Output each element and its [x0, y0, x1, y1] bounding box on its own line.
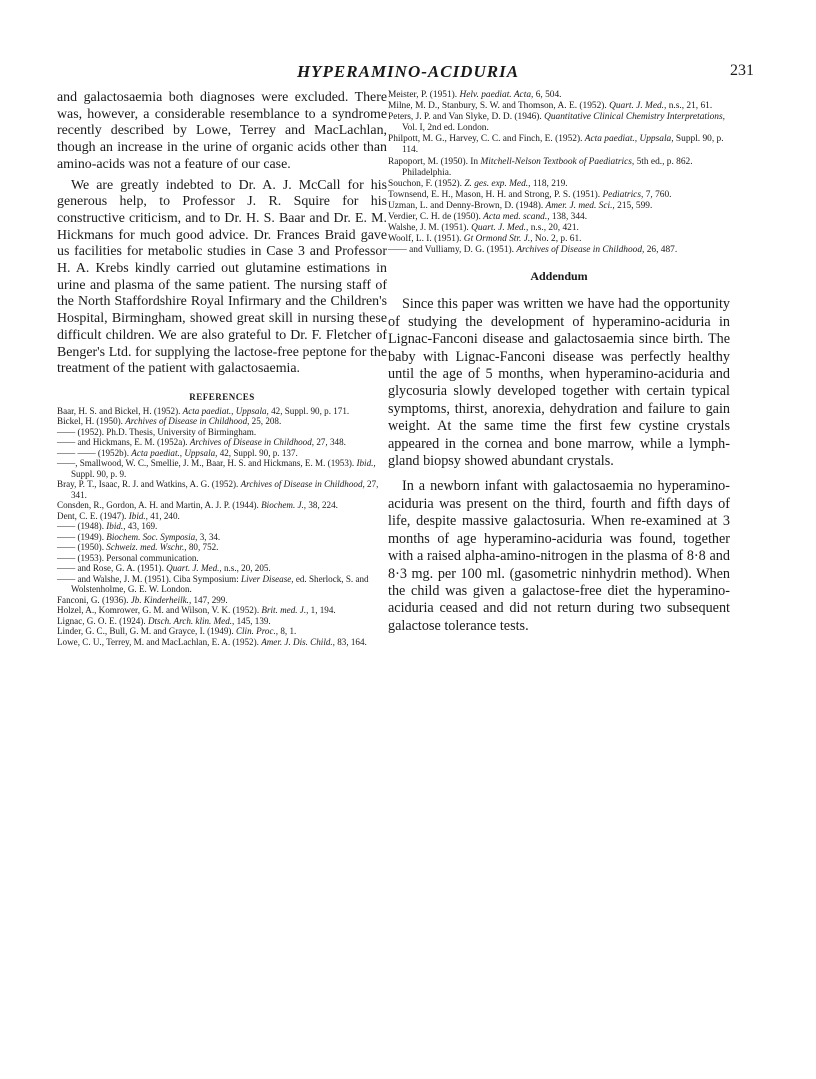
reference-author: Consden, R., Gordon, A. H. and Martin, A. J. P. (1944).: [57, 500, 259, 511]
reference-journal: Pediatrics,: [602, 189, 644, 200]
reference-detail: 42, Suppl. 90, p. 137.: [219, 447, 298, 458]
reference-journal: Ibid.,: [106, 521, 126, 532]
addendum-heading: Addendum: [530, 269, 588, 284]
reference-journal: Archives of Disease in Childhood,: [240, 479, 365, 490]
reference-detail: Ph.D. Thesis, University of Birmingham.: [106, 426, 257, 437]
reference-author: Verdier, C. H. de (1950).: [388, 212, 481, 223]
reference-detail: No. 2, p. 61.: [534, 234, 582, 245]
reference-detail: 118, 219.: [532, 178, 568, 189]
reference-entry: [57, 437, 387, 448]
reference-author: —— (1948).: [57, 521, 104, 532]
reference-detail: n.s., 20, 421.: [530, 223, 579, 234]
reference-entry: [57, 595, 387, 606]
addendum-paragraph-2: In a newborn infant with galactosaemia no hyperamino-aciduria was present on the third, fourth and fifth days of life, despite massive galactosuria. When re-examined at 3 months of age hyperamino-aciduria was found, together with a raised alpha-amino-nitrogen in the plasma of 8·8 and 8·3 mg. per 100 ml. (gasometric ninhydrin method). When the child was given a galactose-free diet the hyperamino-aciduria ceased and did not return during two subsequent galactose tolerance tests.: [388, 478, 730, 634]
reference-detail: Vol. I, 2nd ed. London.: [402, 123, 489, 134]
reference-detail: 147, 299.: [193, 594, 228, 605]
reference-detail: 38, 224.: [308, 500, 338, 511]
reference-detail: 145, 139.: [236, 615, 271, 626]
reference-entry: [57, 637, 387, 648]
reference-journal: Z. ges. exp. Med.,: [464, 178, 531, 189]
reference-journal: Quantitative Clinical Chemistry Interpretations,: [544, 112, 725, 123]
reference-journal: Acta paediat., Uppsala,: [131, 447, 218, 458]
reference-entry: [57, 500, 387, 511]
reference-journal: Acta paediat., Uppsala,: [182, 405, 269, 416]
reference-author: Bickel, H. (1950).: [57, 416, 123, 427]
addendum-paragraph-1: Since this paper was written we have had the opportunity of studying the development of hyperamino-aciduria in Lignac-Fanconi disease and galactosaemia since birth. The baby with Lignac-Fanconi disease was perfectly healthy until the age of 5 months, when hyperamino-aciduria and glycosuria slowly developed together with certain typical symptoms, thirst, anorexia, dehydration and failure to gain weight. At the same time the first few cystine crystals appeared in the cornea and bone marrow, while a lymph-gland biopsy showed abundant crystals.: [388, 296, 730, 470]
reference-journal: Dtsch. Arch. klin. Med.,: [147, 615, 235, 626]
reference-detail: 8, 1.: [280, 626, 297, 637]
reference-entry: [57, 479, 387, 500]
reference-detail: 41, 240.: [150, 510, 180, 521]
reference-entry: [388, 212, 730, 223]
reference-entry: [388, 179, 730, 190]
reference-journal: Archives of Disease in Childhood,: [125, 416, 250, 427]
reference-detail: 27, 348.: [316, 437, 346, 448]
reference-author: —— (1949).: [57, 531, 104, 542]
reference-entry: [57, 626, 387, 637]
reference-entry: [388, 245, 730, 256]
reference-entry: [57, 458, 387, 479]
body-paragraph-1: and galactosaemia both diagnoses were excluded. There was, however, a considerable resemblance to a syndrome recently described by Lowe, Terrey and MacLachlan, though an increase in the urine of organic acids other than amino-acids was not a feature of our case.: [57, 90, 387, 172]
reference-journal: Acta paediat., Uppsala,: [584, 134, 674, 145]
reference-author: Souchon, F. (1952).: [388, 178, 462, 189]
reference-detail: 27, 341.: [71, 479, 379, 500]
reference-entry: [57, 563, 387, 574]
acknowledgements-paragraph: We are greatly indebted to Dr. A. J. McCall for his generous help, to Professor J. R. Squire for his constructive criticism, and to Dr. H. S. Baar and Dr. E. M. Hickmans for much good advice. Dr. Frances Braid gave us facilities for metabolic studies in Case 3 and Professor H. A. Krebs kindly carried out glutamine estimations in urine and plasma of the same patient. The nursing staff of the North Staffordshire Royal Infirmary and the Children's Hospital, Birmingham, showed great skill in nursing these difficult children. We are also grateful to Dr. F. Fletcher of Benger's Ltd. for supplying the lactose-free peptone for the treatment of the patient with galactosaemia.: [57, 177, 387, 377]
reference-entry: [388, 134, 730, 156]
reference-entry: [57, 448, 387, 459]
reference-entry: [388, 190, 730, 201]
reference-entry: [57, 511, 387, 522]
running-title: HYPERAMINO-ACIDURIA: [296, 62, 520, 81]
reference-detail: ed. Sherlock, S. and Wolstenholme, G. E. W. London.: [71, 573, 369, 595]
reference-journal: Amer. J. med. Sci.,: [545, 200, 615, 211]
reference-detail: n.s., 21, 61.: [668, 101, 713, 112]
reference-journal: Acta med. scand.,: [483, 212, 550, 223]
reference-detail: 83, 164.: [337, 636, 367, 647]
reference-entry: [57, 542, 387, 553]
reference-entry: [57, 532, 387, 543]
reference-detail: 3, 34.: [199, 531, 221, 542]
reference-author: —— (1953).: [57, 552, 104, 563]
reference-journal: Liver Disease,: [241, 573, 294, 584]
reference-detail: 26, 487.: [646, 245, 678, 256]
left-column: [57, 90, 387, 647]
page-number: 231: [730, 62, 754, 79]
reference-journal: Brit. med. J.,: [261, 605, 309, 616]
reference-author: Meister, P. (1951).: [388, 90, 458, 100]
reference-author: Lowe, C. U., Terrey, M. and MacLachlan, E. A. (1952).: [57, 636, 259, 647]
reference-detail: Suppl. 90, p. 114.: [402, 134, 724, 156]
reference-journal: Ibid.,: [356, 458, 376, 469]
reference-author: Woolf, L. I. (1951).: [388, 234, 462, 245]
reference-author: Linder, G. C., Bull, G. M. and Grayce, I. (1949).: [57, 626, 234, 637]
reference-entry: [388, 101, 730, 112]
reference-detail: 5th ed., p. 862. Philadelphia.: [402, 156, 693, 178]
reference-journal: Clin. Proc.,: [235, 626, 279, 637]
reference-journal: Jb. Kinderheilk.,: [130, 594, 192, 605]
references-list-left: [57, 406, 387, 648]
reference-author: Walshe, J. M. (1951).: [388, 223, 469, 234]
reference-entry: [388, 201, 730, 212]
reference-author: —— and Vulliamy, D. G. (1951).: [388, 245, 514, 256]
reference-detail: n.s., 20, 205.: [223, 563, 271, 574]
reference-author: Baar, H. S. and Bickel, H. (1952).: [57, 405, 181, 416]
reference-entry: [57, 406, 387, 417]
reference-entry: [57, 416, 387, 427]
reference-detail: 138, 344.: [551, 212, 588, 223]
reference-author: Milne, M. D., Stanbury, S. W. and Thomson, A. E. (1952).: [388, 101, 607, 112]
reference-author: Fanconi, G. (1936).: [57, 594, 129, 605]
running-header: [0, 62, 816, 84]
reference-author: Holzel, A., Komrower, G. M. and Wilson, V. K. (1952).: [57, 605, 260, 616]
reference-journal: Amer. J. Dis. Child.,: [261, 636, 335, 647]
reference-detail: 80, 752.: [188, 542, 219, 553]
reference-author: —— and Rose, G. A. (1951).: [57, 563, 164, 574]
reference-entry: [57, 553, 387, 564]
reference-author: —— —— (1952b).: [57, 447, 129, 458]
reference-journal: Biochem. Soc. Symposia,: [106, 531, 198, 542]
reference-detail: Personal communication.: [106, 552, 199, 563]
reference-detail: 42, Suppl. 90, p. 171.: [271, 405, 350, 416]
reference-detail: Suppl. 90, p. 9.: [71, 468, 127, 479]
reference-author: ——, Smallwood, W. C., Smellie, J. M., Baar, H. S. and Hickmans, E. M. (1953).: [57, 458, 355, 469]
reference-journal: Mitchell-Nelson Textbook of Paediatrics,: [480, 156, 635, 167]
reference-journal: Quart. J. Med.,: [166, 563, 222, 574]
reference-detail: 25, 208.: [251, 416, 282, 427]
reference-journal: Ibid.,: [128, 510, 148, 521]
reference-entry: [388, 112, 730, 134]
reference-entry: [57, 605, 387, 616]
references-list-right: [388, 90, 730, 256]
reference-author: Uzman, L. and Denny-Brown, D. (1948).: [388, 200, 544, 211]
reference-author: Rapoport, M. (1950). In: [388, 156, 479, 167]
reference-entry: [57, 574, 387, 595]
right-column: [388, 90, 730, 635]
reference-detail: 215, 599.: [617, 200, 653, 211]
reference-entry: [57, 521, 387, 532]
reference-author: Bray, P. T., Isaac, R. J. and Watkins, A. G. (1952).: [57, 479, 239, 490]
reference-author: —— and Walshe, J. M. (1951). Ciba Symposium:: [57, 573, 239, 584]
reference-author: —— (1952).: [57, 426, 104, 437]
reference-detail: 6, 504.: [535, 90, 562, 100]
reference-entry: [388, 90, 730, 101]
reference-journal: Archives of Disease in Childhood,: [189, 437, 315, 448]
reference-entry: [388, 234, 730, 245]
reference-journal: Quart. J. Med.,: [471, 223, 529, 234]
reference-entry: [57, 427, 387, 438]
reference-detail: 7, 760.: [645, 189, 672, 200]
reference-entry: [388, 157, 730, 179]
reference-journal: Schweiz. med. Wschr.,: [106, 542, 187, 553]
reference-author: Peters, J. P. and Van Slyke, D. D. (1946).: [388, 112, 542, 123]
reference-detail: 1, 194.: [310, 605, 336, 616]
reference-entry: [57, 616, 387, 627]
reference-author: Dent, C. E. (1947).: [57, 510, 127, 521]
reference-journal: Gt Ormond Str. J.,: [463, 234, 533, 245]
reference-journal: Helv. paediat. Acta,: [459, 90, 534, 100]
reference-journal: Archives of Disease in Childhood,: [516, 245, 645, 256]
reference-author: —— (1950).: [57, 542, 104, 553]
reference-journal: Biochem. J.,: [261, 500, 307, 511]
reference-author: Philpott, M. G., Harvey, C. C. and Finch, E. (1952).: [388, 134, 583, 145]
reference-author: —— and Hickmans, E. M. (1952a).: [57, 437, 188, 448]
references-heading: REFERENCES: [189, 391, 255, 402]
reference-journal: Quart. J. Med.,: [609, 101, 667, 112]
reference-author: Lignac, G. O. E. (1924).: [57, 615, 146, 626]
reference-detail: 43, 169.: [127, 521, 158, 532]
reference-author: Townsend, E. H., Mason, H. H. and Strong, P. S. (1951).: [388, 189, 601, 200]
reference-entry: [388, 223, 730, 234]
